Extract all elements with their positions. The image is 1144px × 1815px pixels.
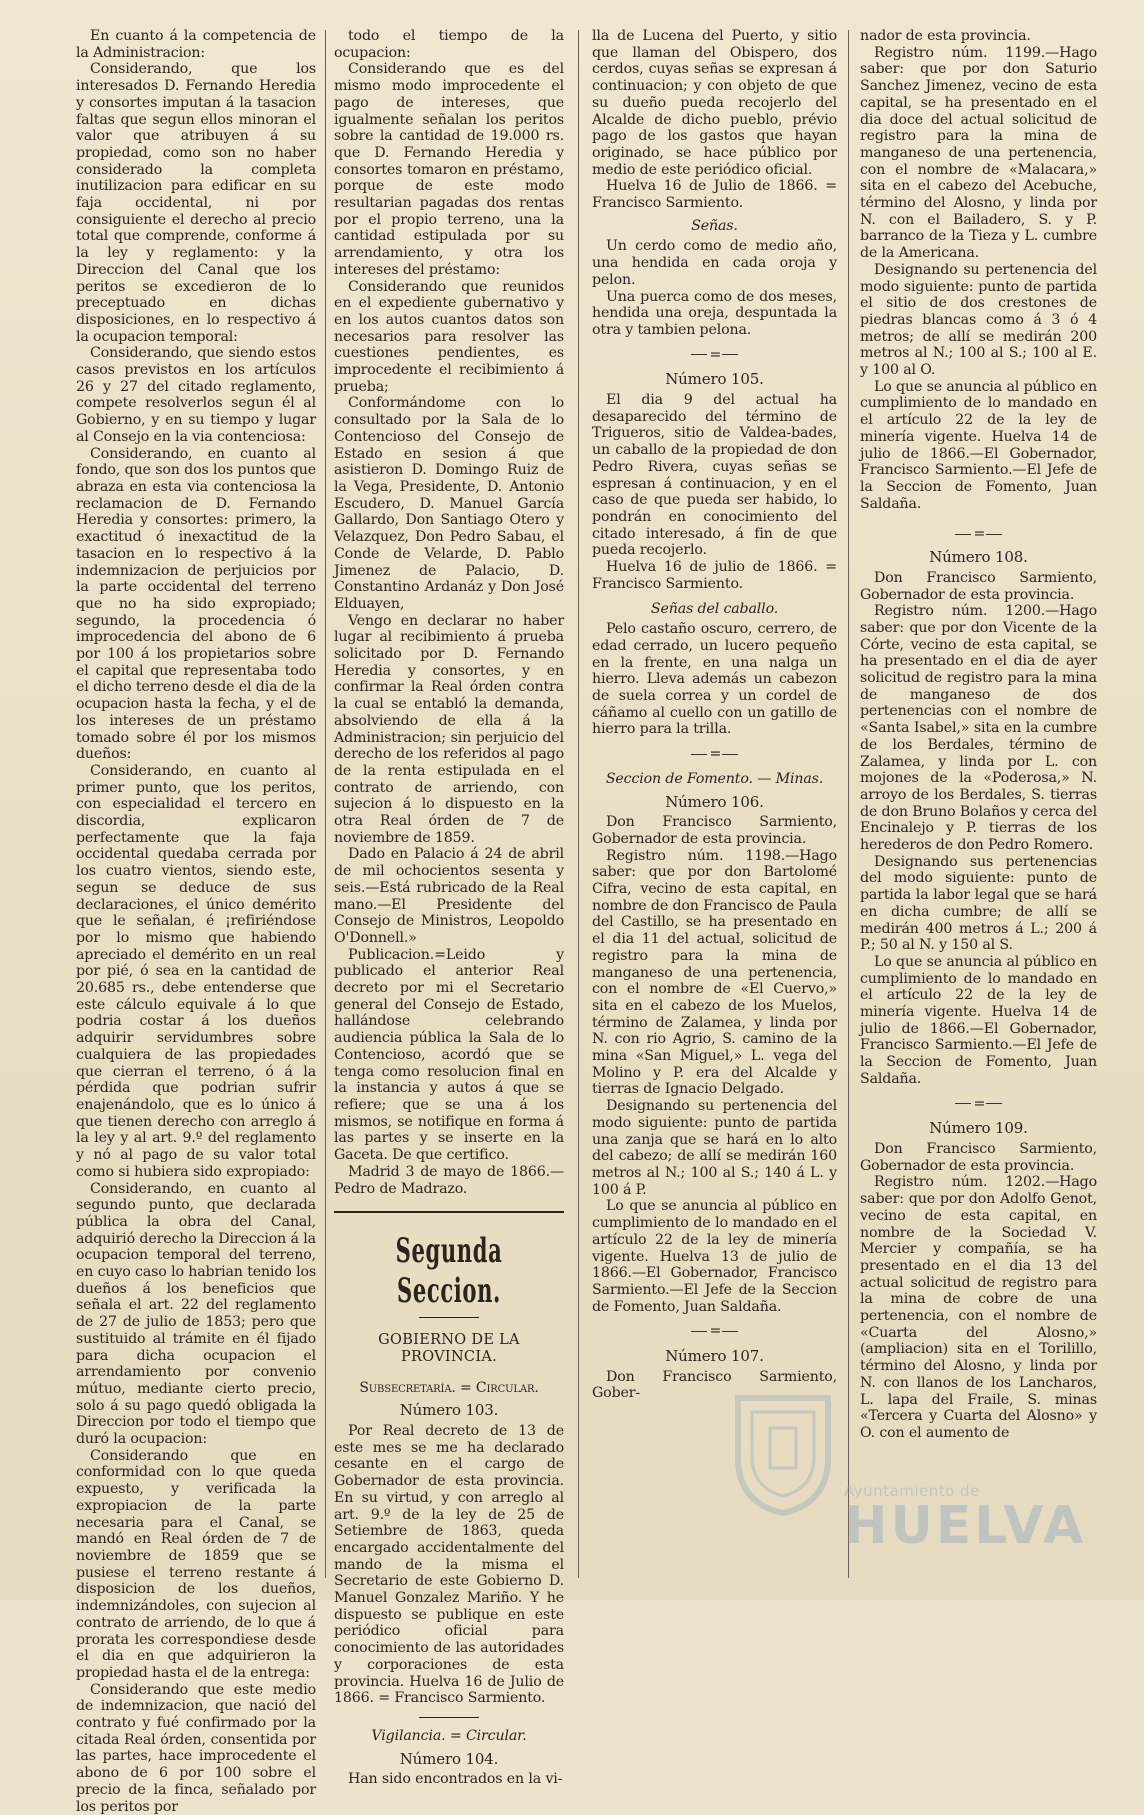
- paragraph: Lo que se anuncia al público en cumplimiento de lo mandado en el artículo 22 de la ley de minería vigente. Huelva 13 de julio de 1866.—El Gobernador, Francisco Sarmiento.—El Jefe de la Seccion de Fomento, Juan Saldaña.: [592, 1198, 837, 1315]
- paragraph: Considerando que reunidos en el expediente gubernativo y en los autos cuantos datos son necesarios para resolver las cuestiones pendientes, es improcedente el recibimiento á prueba;: [334, 278, 564, 395]
- paragraph: Considerando, en cuanto al segundo punto, que declarada pública la obra del Canal, adquirió derecho la Direccion á la ocupacion temporal del terreno, en cuyo caso lo habrian tenido los dueños á los beneficios que señala el art. 22 del reglamento de 27 de julio de 1853; pero que sustituido al trámite en él fijado para dicha ocupacion el arrendamiento por convenio mútuo, mediante cierto precio, solo á su pago quedó obligada la Direccion por todo el tiempo que duró la ocupacion:: [76, 1180, 316, 1448]
- section-title: Segunda Seccion.: [395, 1231, 503, 1312]
- paragraph: Registro núm. 1198.—Hago saber: que por don Bartolomé Cifra, vecino de esta capital, en nombre de don Francisco de Paula del Castillo, se ha presentado en el dia 11 del actual, solicitud de registro para la mina de manganeso de una pertenencia, con el nombre de «El Cuervo,» sita en el cabezo de los Muelos, término de Zalamea, y linda por N. con rio Agrio, S. camino de la mina «San Miguel,» L. vega del Molino y P. era del Alcalde y tierras de Ignacio Delgado.: [592, 847, 837, 1098]
- paragraph: lla de Lucena del Puerto, y sitio que llaman del Obispero, dos cerdos, cuyas señas se expresan á continuacion; y con objeto de que su dueño pueda recojerlo del Alcalde de dicho pueblo, prévio pago de los gastos que hayan originado, se hace público por medio de este periódico oficial.: [592, 28, 837, 178]
- paragraph: Madrid 3 de mayo de 1866.—Pedro de Madrazo.: [334, 1163, 564, 1197]
- paragraph: Designando su pertenencia del modo siguiente: punto de partida el sitio de dos crestones de piedras blancas como á 3 ó 4 metros; de allí se medirán 200 metros al N.; 100 al S.; 100 al E. y 100 al O.: [860, 261, 1097, 379]
- paragraph: Registro núm. 1202.—Hago saber: que por don Adolfo Genot, vecino de esta capital, en nombre de la Sociedad V. Mercier y compañía, se ha presentado en el dia 13 del actual solicitud de registro para la mina de cobre de una pertenencia, con el nombre de «Cuarta del Alosno,» (ampliacion) sita en el Torilillo, término del Alosno, y linda por N. con llanos de los Lancharos, L. lapa del Fraile, S. minas «Tercera y Cuarta del Alosno» y O. con el aumento de: [860, 1174, 1097, 1441]
- subheading: Señas.: [691, 217, 738, 234]
- notice-number: Número 109.: [929, 1119, 1028, 1138]
- paragraph: Don Francisco Sarmiento, Gobernador de esta provincia.: [860, 569, 1097, 603]
- paragraph: Registro núm. 1199.—Hago saber: que por don Saturio Sanchez Jimenez, vecino de esta capital, se ha presentado en el dia doce del actual solicitud de registro para la mina de manganeso de una pertenencia, con el nombre de «Malacara,» sita en el cabezo del Acebuche, término del Alosno, y linda por N. con el Bailadero, S. y P. barranco de la Tieza y L. cumbre de la Americana.: [860, 44, 1097, 262]
- subsection-label: Vigilancia. = Circular.: [371, 1727, 527, 1744]
- paragraph: Designando sus pertenencias del modo siguiente: punto de partida la labor legal que se hará en dicha cumbre; de allí se medirán 400 metros á L.; 200 á P.; 50 al N. y 150 al S.: [860, 853, 1097, 954]
- notice-number: Número 105.: [665, 370, 764, 389]
- paragraph: Una puerca como de dos meses, hendida una oreja, despuntada la otra y tambien pelona.: [592, 288, 837, 338]
- paragraph: Huelva 16 de Julio de 1866. = Francisco Sarmiento.: [592, 178, 837, 212]
- section-rule: [334, 1211, 564, 1213]
- section-subtitle: GOBIERNO DE LA PROVINCIA.: [378, 1332, 520, 1365]
- paragraph: El dia 9 del actual ha desaparecido del término de Trigueros, sitio de Valdea-bades, un caballo de la propiedad de don Pedro Rivera, cuyas señas se espresan á continuacion, y en el caso de que pueda ser habido, lo pondrán en conocimiento del citado interesado, á fin de que pueda recojerlo.: [592, 392, 837, 559]
- paragraph: Han sido encontrados en la vi-: [348, 1771, 563, 1788]
- paragraph: Considerando, en cuanto al fondo, que son dos los puntos que abraza en esta via contenciosa la reclamacion de D. Fernando Heredia y consortes: primero, la exactitud ó inexactitud de la tasacion en lo respectivo á la indemnizacion de perjuicios por la parte occidental del terreno que no ha sido expropiado; segundo, la procedencia ó improcedencia del abono de 6 por 100 á los propietarios sobre el capital que representaba todo el dicho terreno desde el dia de la ocupacion hasta la fecha, y el de los intereses de un préstamo tomado sobre él por los mismos dueños:: [76, 445, 316, 763]
- paragraph: Lo que se anuncia al público en cumplimiento de lo mandado en el artículo 22 de la ley de minería vigente. Huelva 14 de julio de 1866.—El Gobernador, Francisco Sarmiento.—El Jefe de la Seccion de Fomento, Juan Saldaña.: [860, 378, 1097, 512]
- paragraph: Un cerdo como de medio año, una hendida en cada oroja y pelon.: [592, 238, 837, 288]
- watermark-logo: [844, 1482, 1087, 1556]
- column-divider: [848, 30, 849, 1578]
- paragraph: Considerando que en conformidad con lo que queda expuesto, y verificada la expropiacion de la parte necesaria para el Canal, se mandó en Real órden de 7 de noviembre de 1859 que se pusiese el terreno restante á disposicion de los dueños, indemnizándoles, con sujecion al contrato de arriendo, de lo que á prorata les correspondiese desde el dia en que adquirieron la propiedad hasta el de la entrega:: [76, 1447, 316, 1681]
- paragraph: nador de esta provincia.: [860, 28, 1031, 44]
- notice-number: Número 107.: [665, 1347, 764, 1366]
- paragraph: Considerando que es del mismo modo improcedente el pago de intereses, que igualmente señalan los peritos sobre la cantidad de 19.000 rs. que D. Fernando Heredia y consortes tomaron en préstamo, porque de este modo resultarian pagadas dos rentas por el propio terreno, una la cantidad estipulada por su arrendamiento, y otra los intereses del préstamo:: [334, 61, 564, 278]
- column-3: [592, 28, 837, 1588]
- paragraph: Publicacion.=Leido y publicado el anterior Real decreto por mi el Secretario general del Consejo de Estado, hallándose celebrando audiencia pública la Sala de lo Contencioso, acordó que se tenga como resolucion final en la instancia y autos á que se refiere; que se una á los mismos, se notifique en forma á las partes y se inserte en la Gaceta. De que certifico.: [334, 946, 564, 1164]
- paragraph: Designando su pertenencia del modo siguiente: punto de partida una zanja que se hará en lo alto del cabezo; de allí se medirán 160 metros al N.; 100 al S.; 140 á L. y 100 á P.: [592, 1098, 837, 1198]
- notice-number: Número 103.: [399, 1401, 499, 1420]
- paragraph: Lo que se anuncia al público en cumplimiento de lo mandado en el artículo 22 de la ley de minería vigente. Huelva 14 de julio de 1866.—El Gobernador, Francisco Sarmiento.—El Jefe de la Seccion de Fomento, Juan Saldaña.: [860, 953, 1097, 1087]
- separator: =: [592, 347, 837, 364]
- column-divider: [325, 30, 326, 1578]
- notice-number: Número 108.: [929, 548, 1028, 567]
- column-2: [334, 28, 564, 1788]
- paragraph: Don Francisco Sarmiento, Gober-: [592, 1368, 837, 1402]
- paragraph: Registro núm. 1200.—Hago saber: que por don Vicente de la Córte, vecino de esta capital, se ha presentado en el dia de ayer solicitud de registro para la mina de manganeso de dos pertenencias con el nombre de «Santa Isabel,» sita en la cumbre de los Berdales, término de Zalamea, y linda por L. con mojones de la «Poderosa,» N. arroyo de los Berdales, S. tierras de don Bruno Bolaños y cerca del Encinalejo y P. tierras de los herederos de don Pedro Romero.: [860, 603, 1098, 854]
- paragraph: Don Francisco Sarmiento, Gobernador de esta provincia.: [860, 1141, 1097, 1174]
- paragraph: Vengo en declarar no haber lugar al recibimiento á prueba solicitado por D. Fernando Heredia y consortes, y en confirmar la Real órden contra la cual se entabló la demanda, absolviendo de ella á la Administracion; sin perjuicio del derecho de los referidos al pago de la renta estipulada en el contrato de arriendo, con sujecion á lo dispuesto en la otra Real órden de 7 de noviembre de 1859.: [334, 612, 564, 846]
- watermark-subtitle: Ayuntamiento de: [844, 1482, 980, 1500]
- paragraph: todo el tiempo de la ocupacion:: [334, 28, 564, 61]
- column-4: [860, 28, 1097, 1588]
- column-divider: [578, 30, 579, 1578]
- subheading: Señas del caballo.: [650, 600, 779, 617]
- paragraph: Considerando, que siendo estos casos previstos en los artículos 26 y 27 del citado reglamento, compete resolverlos segun él al Gobierno, y en su tiempo y lugar al Consejo en la via contenciosa:: [76, 345, 316, 445]
- paragraph: Considerando, en cuanto al primer punto, que los peritos, con especialidad el tercero en discordia, explicaron perfectamente que la faja occidental quedaba cerrada por los cuatro vientos, siendo este, segun se deduce de sus declaraciones, el único demérito que le señalan, é ¡refiriéndose por lo mismo que habiendo apreciado el demérito en un real por pié, ó sea en la cantidad de 20.685 rs., debe entenderse que este cálculo equivale á lo que podria costar á los dueños adquirir servidumbres sobre cualquiera de las propiedades que cierran el terreno, ó á la pérdida que podrian sufrir enajenándolo, que es lo único á que tienen derecho con arreglo á la ley y al art. 9.º del reglamento y nó al pago de su valor total como si hubiera sido expropiado:: [76, 762, 316, 1180]
- paragraph: En cuanto á la competencia de la Administracion:: [76, 28, 316, 61]
- title-underline: [419, 1317, 479, 1318]
- paragraph: Pelo castaño oscuro, cerrero, de edad cerrado, un lucero pequeño en la frente, en una nalga un hierro. Lleva además un cabezon de suela correa y un cordel de cáñamo al cuello con un gatillo de hierro para la trilla.: [592, 621, 837, 738]
- subsection-label: Subsecretaría. = Circular.: [359, 1379, 539, 1396]
- watermark-title: HUELVA: [844, 1496, 1087, 1556]
- separator: =: [860, 1096, 1097, 1113]
- separator: [419, 1717, 479, 1718]
- notice-number: Número 106.: [665, 792, 764, 811]
- separator: =: [592, 1323, 837, 1340]
- paragraph: Considerando que este medio de indemnizacion, que nació del contrato y fué confirmado por la citada Real órden, consentida por las partes, hace improcedente el abono de 6 por 100 sobre el precio de la finca, señalado por los peritos por: [76, 1681, 316, 1815]
- paragraph: Conformándome con lo consultado por la Sala de lo Contencioso del Consejo de Estado en sesion á que asistieron D. Domingo Ruiz de la Vega, Presidente, D. Antonio Escudero, D. Manuel García Gallardo, Don Santiago Otero y Velazquez, Don Pedro Sabau, el Conde de Velarde, D. Pablo Jimenez de Palacio, D. Constantino Ardanáz y Don José Elduayen,: [334, 395, 564, 612]
- paragraph: Considerando, que los interesados D. Fernando Heredia y consortes imputan á la tasacion faltas que segun ellos minoran el valor que atribuyen á su propiedad, como son no haber considerado la completa inutilizacion para edificar en su faja occidental, ni por consiguiente el derecho al precio total que comprende, conforme á la ley y reglamento: y la Direccion del Canal que los peritos se excedieron de lo preceptuado en dichas disposiciones, en lo respectivo á la ocupacion temporal:: [76, 61, 316, 345]
- paragraph: Huelva 16 de julio de 1866. = Francisco Sarmiento.: [592, 559, 837, 592]
- paragraph: Por Real decreto de 13 de este mes se me ha declarado cesante en el cargo de Gobernador de esta provincia. En su virtud, y con arreglo al art. 9.º de la ley de 25 de Setiembre de 1863, queda encargado accidentalmente del mando de la misma el Secretario de este Gobierno D. Manuel Gonzalez Mariño. Y he dispuesto se publique en este periódico oficial para conocimiento de las autoridades y corporaciones de esta provincia. Huelva 16 de Julio de 1866. = Francisco Sarmiento.: [334, 1423, 564, 1707]
- separator: =: [860, 526, 1097, 543]
- watermark-seal-icon: [728, 1388, 838, 1518]
- separator: =: [592, 746, 837, 763]
- subsection-label: Seccion de Fomento. — Minas.: [605, 770, 824, 787]
- column-1: [76, 28, 316, 1815]
- notice-number: Número 104.: [399, 1749, 499, 1768]
- paragraph: Dado en Palacio á 24 de abril de mil ochocientos sesenta y seis.—Está rubricado de la Real mano.—El Presidente del Consejo de Ministros, Leopoldo O'Donnell.»: [334, 846, 564, 946]
- paragraph: Don Francisco Sarmiento, Gobernador de esta provincia.: [592, 814, 837, 847]
